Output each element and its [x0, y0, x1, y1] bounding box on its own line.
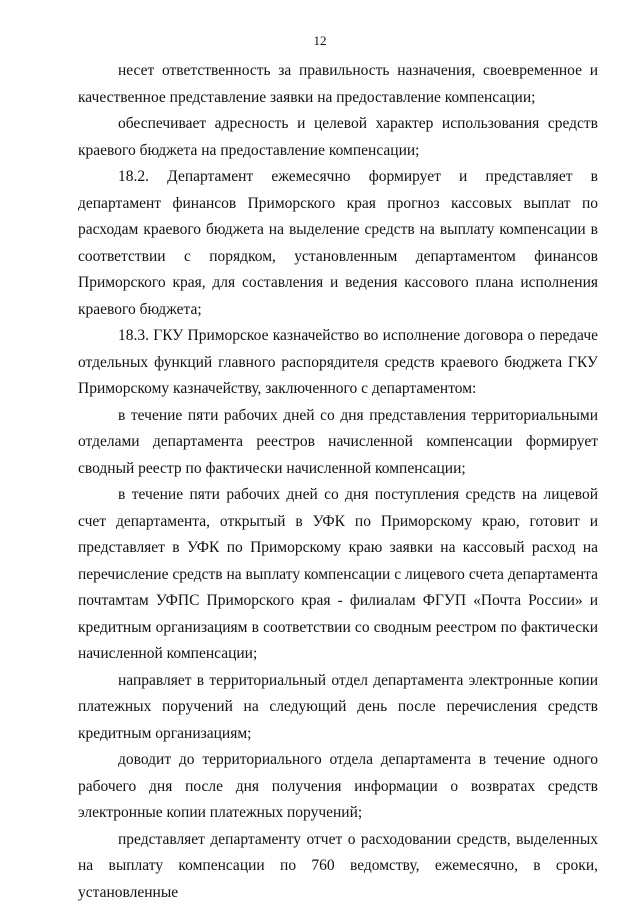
paragraph: направляет в территориальный отдел департамента электронные копии платежных поручений на следующий день после перечисления средств кредитным организациям; [78, 668, 598, 748]
paragraph: 18.3. ГКУ Приморское казначейство во исполнение договора о передаче отдельных функций главного распорядителя средств краевого бюджета ГКУ Приморскому казначейству, заключенного с департаментом: [78, 323, 598, 403]
paragraph: в течение пяти рабочих дней со дня представления территориальными отделами департамента реестров начисленной компенсации формирует сводный реестр по фактически начисленной компенсации; [78, 403, 598, 483]
paragraph: в течение пяти рабочих дней со дня поступления средств на лицевой счет департамента, открытый в УФК по Приморскому краю, готовит и представляет в УФК по Приморскому краю заявки на кассовый расход на перечисление средств на выплату компенсации с лицевого счета департамента почтамтам УФПС Приморского края - филиалам ФГУП «Почта России» и кредитным организациям в соответствии со сводным реестром по фактически начисленной компенсации; [78, 482, 598, 668]
document-body [78, 58, 598, 906]
paragraph: 18.2. Департамент ежемесячно формирует и представляет в департамент финансов Приморского края прогноз кассовых выплат по расходам краевого бюджета на выделение средств на выплату компенсации в соответствии с порядком, установленным департаментом финансов Приморского края, для составления и ведения кассового плана исполнения краевого бюджета; [78, 164, 598, 323]
paragraph: представляет департаменту отчет о расходовании средств, выделенных на выплату компенсации по 760 ведомству, ежемесячно, в сроки, установленные [78, 827, 598, 906]
page-number: 12 [0, 33, 640, 49]
paragraph: доводит до территориального отдела департамента в течение одного рабочего дня после дня получения информации о возвратах средств электронные копии платежных поручений; [78, 747, 598, 827]
paragraph: обеспечивает адресность и целевой характер использования средств краевого бюджета на предоставление компенсации; [78, 111, 598, 164]
paragraph: несет ответственность за правильность назначения, своевременное и качественное представление заявки на предоставление компенсации; [78, 58, 598, 111]
